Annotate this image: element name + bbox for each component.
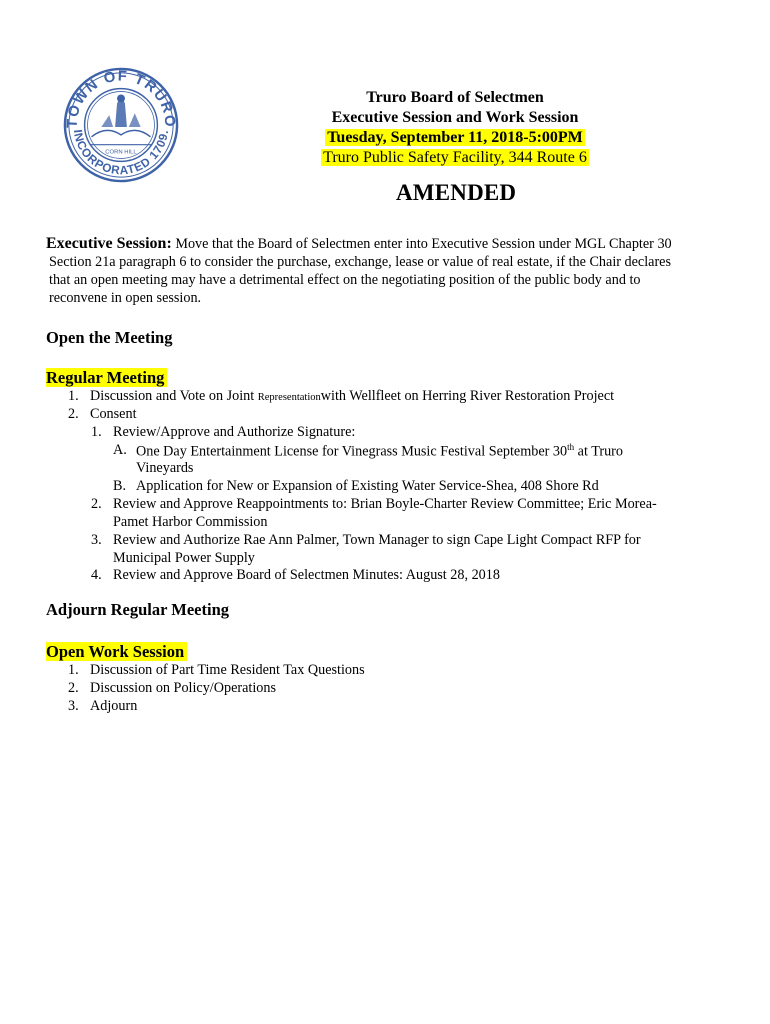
work-session-heading: Open Work Session bbox=[46, 642, 187, 661]
executive-motion-line1: Move that the Board of Selectmen enter into Executive Session under MGL Chapter 30 bbox=[175, 236, 672, 252]
svg-text:TOWN OF TRURO: TOWN OF TRURO bbox=[64, 68, 178, 129]
executive-motion-line4: reconvene in open session. bbox=[49, 290, 202, 306]
list-item-number: 2. bbox=[91, 496, 102, 512]
executive-session-label: Executive Session: bbox=[46, 235, 172, 252]
meeting-location: Truro Public Safety Facility, 344 Route 6 bbox=[323, 149, 587, 166]
executive-session-motion bbox=[46, 235, 726, 307]
list-item-number: 3. bbox=[91, 532, 102, 548]
open-meeting-heading: Open the Meeting bbox=[46, 328, 173, 347]
amended-label: AMENDED bbox=[396, 180, 517, 205]
list-item: Review and Approve Board of Selectmen Minutes: August 28, 2018 bbox=[113, 567, 500, 583]
list-item: Discussion of Part Time Resident Tax Questions bbox=[90, 662, 365, 678]
list-item-continuation: Pamet Harbor Commission bbox=[113, 514, 268, 530]
svg-text:INCORPORATED 1709.: INCORPORATED 1709. bbox=[70, 128, 172, 178]
adjourn-regular-heading: Adjourn Regular Meeting bbox=[46, 600, 230, 619]
session-title: Executive Session and Work Session bbox=[331, 109, 579, 126]
list-item: Discussion and Vote on Joint Representationwith Wellfleet on Herring River Restoration Project bbox=[90, 388, 615, 404]
meeting-date: Tuesday, September 11, 2018-5:00PM bbox=[327, 129, 583, 146]
list-item-number: 1. bbox=[91, 424, 102, 440]
list-item: One Day Entertainment License for Vinegrass Music Festival September 30th at Truro bbox=[136, 442, 624, 460]
org-title: Truro Board of Selectmen bbox=[366, 89, 544, 106]
executive-motion-line3: that an open meeting may have a detrimental effect on the negotiating position of the public body and to bbox=[49, 272, 641, 288]
list-item: Review/Approve and Authorize Signature: bbox=[113, 424, 356, 440]
list-item-number: 2. bbox=[68, 680, 79, 696]
meeting-header bbox=[300, 88, 610, 168]
list-item-number: B. bbox=[113, 478, 127, 494]
list-item-continuation: Municipal Power Supply bbox=[113, 550, 255, 566]
town-seal-logo bbox=[62, 66, 180, 184]
list-item: Discussion on Policy/Operations bbox=[90, 680, 277, 696]
list-item-number: 1. bbox=[68, 662, 79, 678]
list-item: Adjourn bbox=[90, 698, 138, 714]
list-item-number: 4. bbox=[91, 567, 102, 583]
executive-motion-line2: Section 21a paragraph 6 to consider the purchase, exchange, lease or value of real estate, if the Chair declares bbox=[49, 254, 672, 270]
list-item-number: 3. bbox=[68, 698, 79, 714]
regular-meeting-heading: Regular Meeting bbox=[46, 368, 167, 387]
list-item-number: 2. bbox=[68, 406, 79, 422]
list-item: Consent bbox=[90, 406, 137, 422]
list-item-number: 1. bbox=[68, 388, 79, 404]
list-item-number: A. bbox=[113, 442, 127, 458]
list-item: Application for New or Expansion of Existing Water Service-Shea, 408 Shore Rd bbox=[136, 478, 599, 494]
list-item: Review and Authorize Rae Ann Palmer, Town Manager to sign Cape Light Compact RFP for bbox=[113, 532, 641, 548]
svg-text:CORN HILL: CORN HILL bbox=[105, 149, 137, 156]
list-item: Review and Approve Reappointments to: Brian Boyle-Charter Review Committee; Eric Morea- bbox=[113, 496, 657, 512]
list-item-continuation: Vineyards bbox=[136, 460, 194, 476]
